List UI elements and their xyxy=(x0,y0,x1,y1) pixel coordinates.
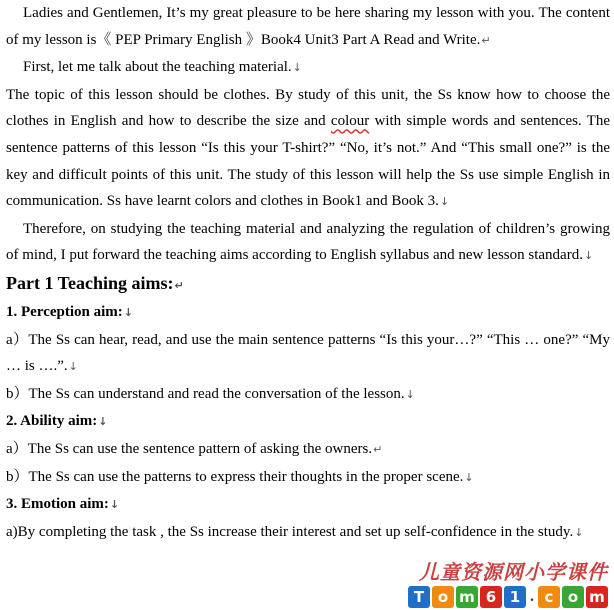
ability-aim-heading: 2. Ability aim:↓ xyxy=(6,413,108,430)
watermark-title: 儿童资源网小学课件 xyxy=(419,560,608,584)
paragraph-mark-icon: ↓ xyxy=(109,498,120,512)
perception-aim-a: a）The Ss can hear, read, and use the main sentence patterns “Is this your…?” “This … one?” “My … is ….”.↓ xyxy=(6,331,610,375)
paragraph-mark-icon: ↓ xyxy=(574,525,584,539)
paragraph-mark-icon: ↵ xyxy=(373,442,383,456)
spellcheck-word: colour xyxy=(330,113,370,130)
therefore-paragraph: Therefore, on studying the teaching material and analyzing the regulation of children’s growing of mind, I put forward the teaching aims according to English syllabus and new lesson standard.↓ xyxy=(6,220,610,264)
watermark-tile: o xyxy=(562,586,584,608)
watermark-tile: m xyxy=(586,586,608,608)
part1-heading: Part 1 Teaching aims:↵ xyxy=(6,272,184,293)
paragraph-mark-icon: ↓ xyxy=(405,387,415,401)
watermark-tile: m xyxy=(456,586,478,608)
emotion-aim-a: a)By completing the task , the Ss increase their interest and set up self-confidence in the study.↓ xyxy=(6,523,584,540)
watermark-tile: 1 xyxy=(504,586,526,608)
paragraph-mark-icon: ↓ xyxy=(464,470,474,484)
ability-aim-a: a）The Ss can use the sentence pattern of asking the owners.↵ xyxy=(6,440,383,457)
watermark-tile: o xyxy=(432,586,454,608)
paragraph-mark-icon: ↓ xyxy=(292,61,302,75)
watermark-dot: . xyxy=(530,588,534,605)
paragraph-mark-icon: ↵ xyxy=(481,33,491,47)
paragraph-mark-icon: ↓ xyxy=(123,305,133,319)
paragraph-mark-icon: ↵ xyxy=(174,278,184,292)
perception-aim-heading: 1. Perception aim:↓ xyxy=(6,303,133,320)
topic-paragraph: The topic of this lesson should be clothes. By study of this unit, the Ss know how to choose the clothes in English and how to describe the size and colour with simple words and sentences. The sentence patterns of this lesson “Is this your T-shirt?” “No, it’s not.” And “This small one?” is the key and difficult points of this unit. The study of this lesson will help the Ss use simple English in communication. Ss have learnt colors and clothes in Book1 and Book 3.↓ xyxy=(6,86,610,210)
paragraph-mark-icon: ↓ xyxy=(98,415,108,429)
watermark-tile: T xyxy=(408,586,430,608)
watermark-tile: c xyxy=(538,586,560,608)
emotion-aim-heading: 3. Emotion aim:↓ xyxy=(6,496,120,513)
intro-paragraph: Ladies and Gentlemen, It’s my great pleasure to be here sharing my lesson with you. The content of my lesson is《 PEP Primary English 》Book4 Unit3 Part A Read and Write.↵ xyxy=(6,5,610,48)
paragraph-mark-icon: ↓ xyxy=(439,195,450,209)
watermark-tile: 6 xyxy=(480,586,502,608)
paragraph-mark-icon: ↓ xyxy=(68,360,78,374)
perception-aim-b: b）The Ss can understand and read the conversation of the lesson.↓ xyxy=(6,385,415,402)
paragraph-mark-icon: ↓ xyxy=(583,249,594,263)
ability-aim-b: b）The Ss can use the patterns to express their thoughts in the proper scene.↓ xyxy=(6,468,474,485)
first-paragraph: First, let me talk about the teaching material.↓ xyxy=(23,59,302,76)
